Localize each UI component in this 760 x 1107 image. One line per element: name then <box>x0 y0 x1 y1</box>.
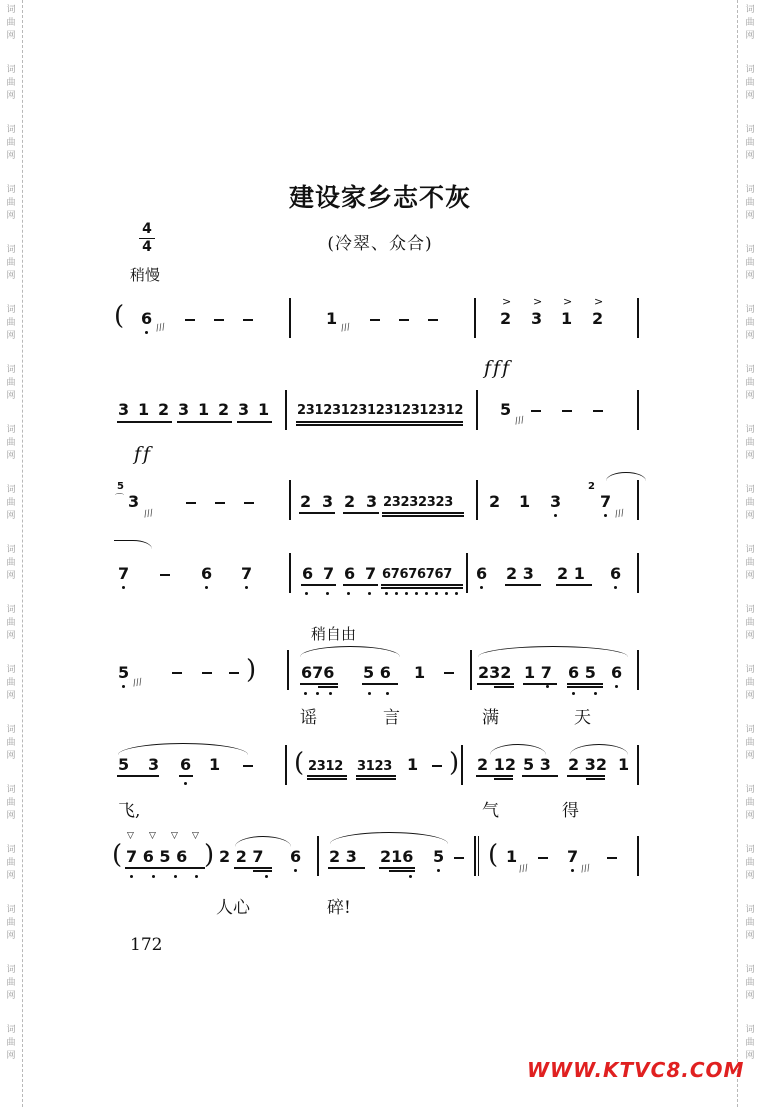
open-paren: ( <box>294 748 305 778</box>
low-octave-dot <box>122 685 125 688</box>
low-octave-dot <box>245 586 248 589</box>
note: 6 <box>290 847 302 866</box>
lyric: 满 <box>482 708 499 728</box>
watermark-mark: 词 曲 网 <box>745 545 755 581</box>
close-paren: ) <box>449 748 460 778</box>
beam-underline <box>117 421 172 423</box>
note: 7 <box>600 492 612 511</box>
dash <box>215 502 225 504</box>
note-group: 6 5 <box>568 663 596 682</box>
watermark-mark: 词 曲 网 <box>745 725 755 761</box>
note-group: 2312 <box>308 759 343 774</box>
low-octave-dot <box>571 869 574 872</box>
open-paren: ( <box>114 301 125 331</box>
beam-underline <box>318 686 338 688</box>
low-octave-dot <box>145 331 148 334</box>
bar-line <box>285 745 287 785</box>
note: 3 <box>550 492 562 511</box>
beam-underline <box>381 587 463 589</box>
beam-underline <box>382 512 464 514</box>
bar-line <box>476 390 478 430</box>
note: 6 <box>302 564 314 583</box>
watermark-mark: 词 曲 网 <box>745 245 755 281</box>
beam-underline <box>556 584 592 586</box>
dash <box>185 319 195 321</box>
grace-mark: ⌒ <box>115 494 125 504</box>
note: 3 <box>366 492 378 511</box>
bar-line <box>466 553 468 593</box>
beam-underline <box>522 775 558 777</box>
low-octave-dot <box>294 869 297 872</box>
tremolo-mark: /// <box>340 322 351 334</box>
dash <box>172 672 182 674</box>
watermark-mark: 词 曲 网 <box>745 305 755 341</box>
note: 3 <box>118 400 130 419</box>
beam-underline <box>307 778 347 780</box>
low-octave-dot <box>347 592 350 595</box>
low-octave-dot <box>152 875 155 878</box>
low-octave-dot <box>415 592 418 595</box>
note-group: 5 6 <box>363 663 391 682</box>
lyric: 言 <box>383 708 400 728</box>
low-octave-dot <box>445 592 448 595</box>
watermark-mark: 词 曲 网 <box>745 5 755 41</box>
dash <box>531 410 541 412</box>
low-octave-dot <box>386 692 389 695</box>
note: 1 <box>209 755 221 774</box>
note: 1 <box>258 400 270 419</box>
dash <box>229 672 239 674</box>
low-octave-dot <box>435 592 438 595</box>
tie-arc <box>606 472 646 481</box>
staccato-triangle: ▽ <box>149 831 156 841</box>
note: 7 <box>241 564 253 583</box>
note: 7 <box>567 847 579 866</box>
note: 1 <box>618 755 630 774</box>
note-group: 3123 <box>357 759 392 774</box>
note: 5 <box>118 663 130 682</box>
watermark-mark: 词 曲 网 <box>6 125 16 161</box>
low-octave-dot <box>554 514 557 517</box>
dynamic-ff: ff <box>134 443 153 465</box>
low-octave-dot <box>368 592 371 595</box>
dash <box>244 502 254 504</box>
close-paren: ) <box>204 840 215 870</box>
bar-line <box>474 836 476 876</box>
beam-underline <box>125 867 205 869</box>
low-octave-dot <box>130 875 133 878</box>
bar-line <box>637 650 639 690</box>
watermark-mark: 词 曲 网 <box>745 485 755 521</box>
low-octave-dot <box>546 685 549 688</box>
dash <box>186 502 196 504</box>
note: 2 <box>592 309 604 328</box>
note: 3 <box>178 400 190 419</box>
low-octave-dot <box>174 875 177 878</box>
accent-mark: > <box>594 295 604 308</box>
watermark-mark: 词 曲 网 <box>6 245 16 281</box>
lyric: 飞, <box>118 801 141 821</box>
note: 2 <box>489 492 501 511</box>
beam-underline <box>586 778 605 780</box>
beam-underline <box>567 686 603 688</box>
low-octave-dot <box>326 592 329 595</box>
beam-underline <box>307 775 347 777</box>
beam-underline <box>299 512 335 514</box>
low-octave-dot <box>195 875 198 878</box>
low-octave-dot <box>615 685 618 688</box>
beam-underline <box>177 421 232 423</box>
low-octave-dot <box>604 514 607 517</box>
low-octave-dot <box>385 592 388 595</box>
dash <box>432 765 442 767</box>
low-octave-dot <box>409 875 412 878</box>
beam-underline <box>523 683 557 685</box>
low-octave-dot <box>572 692 575 695</box>
note: 1 <box>561 309 573 328</box>
grace-note: 2 <box>588 481 595 492</box>
note: 6 <box>476 564 488 583</box>
tremolo-mark: /// <box>514 415 525 427</box>
dash <box>214 319 224 321</box>
lyric: 人心 <box>216 898 250 918</box>
note: 6 <box>610 564 622 583</box>
note: 7 <box>365 564 377 583</box>
slur-arc <box>570 744 628 755</box>
watermark-mark: 词 曲 网 <box>745 425 755 461</box>
beam-underline <box>477 683 514 685</box>
note: 1 <box>326 309 338 328</box>
dash <box>370 319 380 321</box>
low-octave-dot <box>395 592 398 595</box>
beam-underline <box>343 584 378 586</box>
low-octave-dot <box>594 692 597 695</box>
beam-underline <box>505 584 541 586</box>
beam-underline <box>567 683 603 685</box>
watermark-mark: 词 曲 网 <box>745 125 755 161</box>
watermark-mark: 词 曲 网 <box>6 905 16 941</box>
note-group: 2 32 <box>568 755 607 774</box>
low-octave-dot <box>122 586 125 589</box>
tremolo-mark: /// <box>155 322 166 334</box>
watermark-mark: 词 曲 网 <box>6 485 16 521</box>
beam-underline <box>301 584 336 586</box>
low-octave-dot <box>305 592 308 595</box>
slur-arc <box>490 744 546 755</box>
tie-arc <box>114 540 152 549</box>
tremolo-mark: /// <box>580 863 591 875</box>
note: 1 <box>414 663 426 682</box>
beam-underline <box>382 515 464 517</box>
bar-line <box>461 745 463 785</box>
beam-underline <box>379 867 415 869</box>
low-octave-dot <box>329 692 332 695</box>
page-number: 172 <box>130 935 163 955</box>
note: 2 <box>158 400 170 419</box>
note: 2 3 <box>506 564 534 583</box>
watermark-mark: 词 曲 网 <box>745 185 755 221</box>
tremolo-mark: /// <box>614 508 625 520</box>
beam-underline <box>494 778 513 780</box>
watermark-mark: 词 曲 网 <box>6 305 16 341</box>
bar-line <box>289 298 291 338</box>
note: 6 <box>180 755 192 774</box>
watermark-mark: 词 曲 网 <box>6 425 16 461</box>
note-group: 216 <box>380 847 414 866</box>
note: 7 <box>118 564 130 583</box>
note: 1 <box>407 755 419 774</box>
bar-line <box>287 650 289 690</box>
time-signature <box>138 222 156 255</box>
low-octave-dot <box>614 586 617 589</box>
watermark-mark: 词 曲 网 <box>745 1025 755 1061</box>
low-octave-dot <box>368 692 371 695</box>
note-group: 5 3 <box>523 755 551 774</box>
note: 5 <box>118 755 130 774</box>
beam-underline <box>253 870 272 872</box>
tempo-marking-1: 稍慢 <box>130 266 161 284</box>
lyric: 碎! <box>327 898 351 918</box>
slur-arc <box>478 646 628 657</box>
low-octave-dot <box>304 692 307 695</box>
dash <box>160 574 170 576</box>
watermark-mark: 词 曲 网 <box>745 905 755 941</box>
low-octave-dot <box>265 875 268 878</box>
watermark-mark: 词 曲 网 <box>6 725 16 761</box>
low-octave-dot <box>205 586 208 589</box>
low-octave-dot <box>405 592 408 595</box>
note: 1 <box>198 400 210 419</box>
watermark-mark: 词 曲 网 <box>6 545 16 581</box>
note-run: 2312312312312312312 <box>297 403 464 418</box>
watermark-mark: 词 曲 网 <box>6 5 16 41</box>
low-octave-dot <box>425 592 428 595</box>
note: 2 <box>500 309 512 328</box>
watermark-mark: 词 曲 网 <box>745 665 755 701</box>
bar-line <box>637 745 639 785</box>
beam-underline <box>567 775 605 777</box>
double-bar-line <box>478 836 479 876</box>
note: 3 <box>322 492 334 511</box>
watermark-mark: 词 曲 网 <box>745 845 755 881</box>
watermark-mark: 词 曲 网 <box>6 185 16 221</box>
note: 2 <box>218 400 230 419</box>
watermark-mark: 词 曲 网 <box>6 845 16 881</box>
note: 1 <box>506 847 518 866</box>
song-title: 建设家乡志不灰 <box>288 183 471 212</box>
bar-line <box>285 390 287 430</box>
dash <box>428 319 438 321</box>
time-signature-bottom: 4 <box>142 239 152 255</box>
open-paren: ( <box>488 840 499 870</box>
note: 2 <box>300 492 312 511</box>
accent-mark: > <box>502 295 512 308</box>
slur-arc <box>118 743 248 755</box>
low-octave-dot <box>455 592 458 595</box>
dash <box>454 857 464 859</box>
note: 3 <box>148 755 160 774</box>
low-octave-dot <box>437 869 440 872</box>
note-group: 232 <box>478 663 512 682</box>
low-octave-dot <box>184 782 187 785</box>
grace-note: 5 <box>117 481 124 492</box>
note-run: 67676767 <box>382 567 452 582</box>
watermark-mark: 词 曲 网 <box>6 1025 16 1061</box>
slur-arc <box>300 646 400 657</box>
slur-arc <box>235 836 291 847</box>
note: 1 <box>519 492 531 511</box>
beam-underline <box>300 683 338 685</box>
beam-underline <box>476 775 513 777</box>
dash <box>538 857 548 859</box>
dash <box>202 672 212 674</box>
beam-underline <box>389 870 415 872</box>
bar-line <box>289 553 291 593</box>
note: 6 <box>141 309 153 328</box>
tremolo-mark: /// <box>132 677 143 689</box>
staccato-triangle: ▽ <box>192 831 199 841</box>
note: 6 <box>344 564 356 583</box>
note: 7 <box>323 564 335 583</box>
note: 6 <box>201 564 213 583</box>
dash <box>562 410 572 412</box>
note-group: 2 2 7 <box>219 847 264 866</box>
note-group: 2 12 <box>477 755 516 774</box>
accent-mark: > <box>563 295 573 308</box>
note: 3 <box>128 492 140 511</box>
note: 3 <box>238 400 250 419</box>
dash <box>444 672 454 674</box>
accent-mark: > <box>533 295 543 308</box>
beam-underline <box>328 867 365 869</box>
tremolo-mark: /// <box>518 863 529 875</box>
beam-underline <box>296 424 463 426</box>
tempo-marking-2: 稍自由 <box>311 625 357 643</box>
lyric: 得 <box>562 801 579 821</box>
bar-line <box>289 480 291 520</box>
bar-line <box>637 480 639 520</box>
dash <box>399 319 409 321</box>
note: 5 <box>433 847 445 866</box>
beam-underline <box>356 775 396 777</box>
beam-underline <box>381 584 463 586</box>
watermark-mark: 词 曲 网 <box>745 965 755 1001</box>
dash <box>607 857 617 859</box>
watermark-column-right <box>737 0 760 1107</box>
site-watermark: WWW.KTVC8.COM <box>527 1058 745 1082</box>
watermark-mark: 词 曲 网 <box>745 365 755 401</box>
bar-line <box>637 553 639 593</box>
bar-line <box>470 650 472 690</box>
dash <box>243 765 253 767</box>
watermark-mark: 词 曲 网 <box>6 665 16 701</box>
watermark-mark: 词 曲 网 <box>6 365 16 401</box>
beam-underline <box>494 686 514 688</box>
lyric: 天 <box>574 708 591 728</box>
beam-underline <box>356 778 396 780</box>
note-group: 2 3 <box>329 847 357 866</box>
note-run: 23232323 <box>383 495 453 510</box>
watermark-mark: 词 曲 网 <box>6 965 16 1001</box>
note: 6 <box>611 663 623 682</box>
slur-arc <box>330 832 448 844</box>
staccato-triangle: ▽ <box>171 831 178 841</box>
watermark-mark: 词 曲 网 <box>6 785 16 821</box>
note-group: 676 <box>301 663 335 682</box>
bar-line <box>474 298 476 338</box>
bar-line <box>317 836 319 876</box>
bar-line <box>637 390 639 430</box>
lyric: 谣 <box>300 708 317 728</box>
low-octave-dot <box>316 692 319 695</box>
beam-underline <box>179 775 193 777</box>
dash <box>243 319 253 321</box>
beam-underline <box>117 775 159 777</box>
song-subtitle: (冷翠、众合) <box>327 234 433 254</box>
bar-line <box>637 836 639 876</box>
note: 2 1 <box>557 564 585 583</box>
open-paren: ( <box>112 840 123 870</box>
low-octave-dot <box>480 586 483 589</box>
dash <box>593 410 603 412</box>
watermark-mark: 词 曲 网 <box>745 785 755 821</box>
note: 5 <box>500 400 512 419</box>
watermark-column-left <box>0 0 23 1107</box>
watermark-mark: 词 曲 网 <box>745 65 755 101</box>
staccato-triangle: ▽ <box>127 831 134 841</box>
beam-underline <box>296 421 463 423</box>
watermark-mark: 词 曲 网 <box>745 605 755 641</box>
beam-underline <box>343 512 379 514</box>
beam-underline <box>362 683 398 685</box>
note: 1 <box>138 400 150 419</box>
time-signature-top: 4 <box>142 221 152 237</box>
note-group: 1 7 <box>524 663 552 682</box>
beam-underline <box>237 421 272 423</box>
note: 3 <box>531 309 543 328</box>
beam-underline <box>234 867 272 869</box>
note: 2 <box>344 492 356 511</box>
bar-line <box>637 298 639 338</box>
note-group: 7 6 5 6 <box>126 847 188 866</box>
lyric: 气 <box>482 801 499 821</box>
tremolo-mark: /// <box>143 508 154 520</box>
watermark-mark: 词 曲 网 <box>6 65 16 101</box>
watermark-mark: 词 曲 网 <box>6 605 16 641</box>
dynamic-fff: fff <box>484 357 512 379</box>
close-paren: ) <box>246 655 257 685</box>
bar-line <box>476 480 478 520</box>
